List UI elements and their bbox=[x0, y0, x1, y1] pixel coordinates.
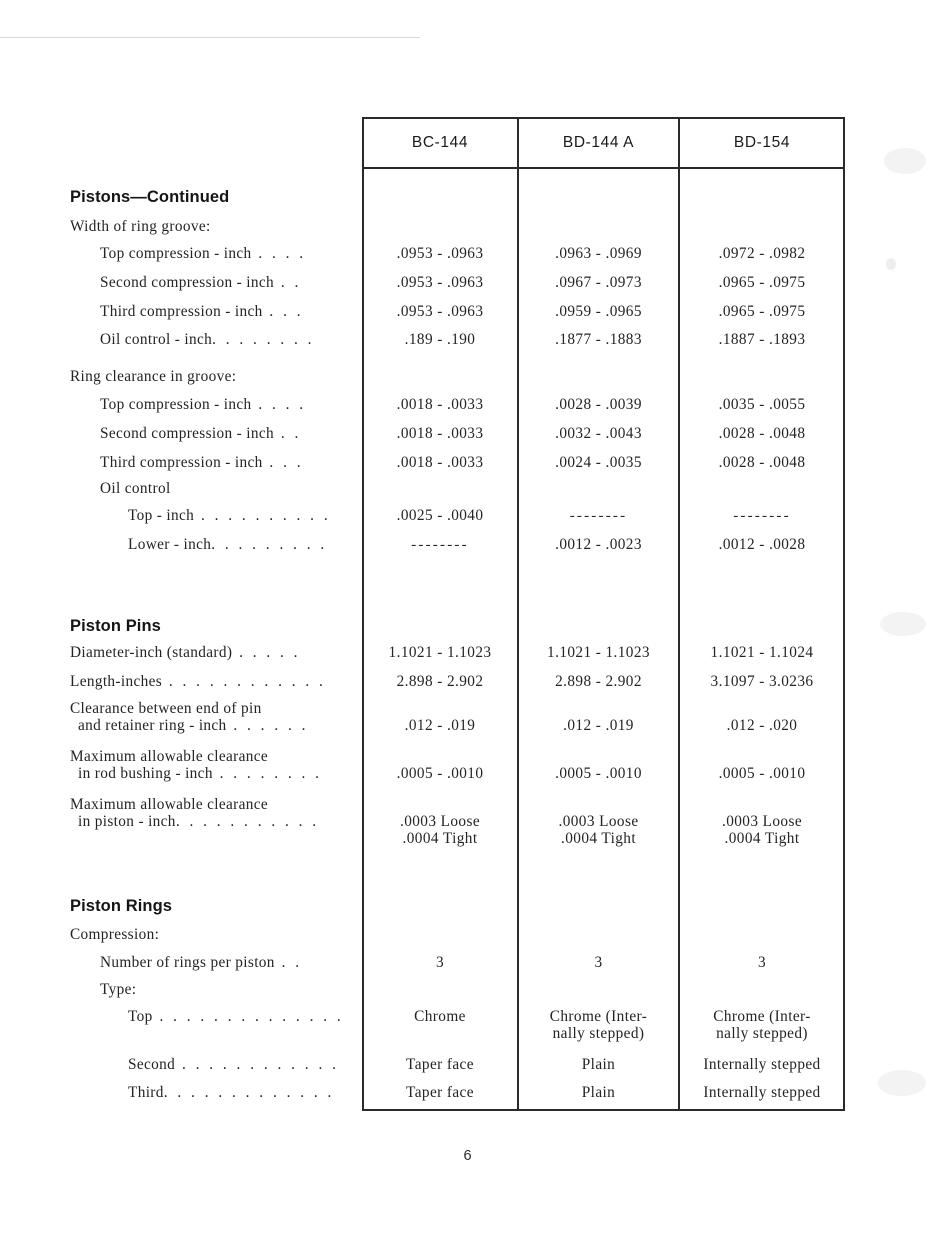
leader-dots: . . . . . . . . bbox=[212, 331, 315, 348]
page-number: 6 bbox=[463, 1148, 472, 1164]
spec-value-cell: .1887 - .1893 bbox=[718, 331, 806, 348]
spec-row-label: Number of rings per piston . . bbox=[100, 954, 303, 971]
leader-dots: . . . . . . . . . . . bbox=[175, 813, 320, 830]
table-column-divider-1 bbox=[517, 117, 519, 1111]
scan-blotch-artifact bbox=[886, 258, 896, 270]
spec-row-label: Second compression - inch . . bbox=[100, 425, 302, 442]
spec-value-cell: .0012 - .0023 bbox=[555, 536, 642, 553]
scan-blotch-artifact bbox=[878, 1070, 926, 1096]
spec-value-cell: .0972 - .0982 bbox=[718, 245, 806, 262]
empty-value-dashes: -------- bbox=[733, 508, 791, 524]
spec-value-line: .0004 Tight bbox=[724, 830, 800, 847]
leader-dots: . . . . . . . . bbox=[212, 765, 322, 782]
spec-value-line: nally stepped) bbox=[716, 1025, 808, 1042]
spec-value-cell: 3 bbox=[435, 954, 445, 971]
spec-row-label: in piston - inch. . . . . . . . . . . bbox=[78, 813, 320, 830]
spec-value-cell: .0025 - .0040 bbox=[396, 507, 484, 524]
spec-value-cell: Internally stepped bbox=[703, 1084, 821, 1101]
spec-value-cell: Internally stepped bbox=[703, 1056, 821, 1073]
spec-value-cell: .0953 - .0963 bbox=[396, 274, 484, 291]
spec-row-label: Maximum allowable clearance bbox=[70, 748, 269, 765]
spec-row-label: Width of ring groove: bbox=[70, 218, 211, 235]
spec-row-label: Second compression - inch . . bbox=[100, 274, 302, 291]
column-header-1: BD-144 A bbox=[562, 134, 635, 151]
spec-value-cell: .0005 - .0010 bbox=[555, 765, 642, 782]
spec-value-cell: .0965 - .0975 bbox=[718, 303, 806, 320]
spec-row-label: Diameter-inch (standard) . . . . . bbox=[70, 644, 301, 661]
spec-value-cell bbox=[364, 813, 516, 847]
spec-value-cell bbox=[520, 813, 677, 847]
spec-row-label: Top . . . . . . . . . . . . . . bbox=[128, 1008, 344, 1025]
spec-value-cell: .012 - .019 bbox=[404, 717, 476, 734]
leader-dots: . . . . bbox=[251, 245, 307, 262]
leader-dots: . . . . . . . . . . . . . . bbox=[152, 1008, 344, 1025]
spec-value-cell: .0953 - .0963 bbox=[396, 245, 484, 262]
leader-dots: . . . . . . . . . . . . bbox=[162, 673, 326, 690]
spec-value-cell: 2.898 - 2.902 bbox=[396, 673, 484, 690]
spec-value-cell bbox=[681, 1008, 843, 1042]
spec-row-label: Third. . . . . . . . . . . . . bbox=[128, 1084, 335, 1101]
spec-row-label: Lower - inch. . . . . . . . . bbox=[128, 536, 328, 553]
spec-value-cell: .012 - .019 bbox=[563, 717, 634, 734]
spec-value-cell bbox=[520, 1008, 677, 1042]
spec-value-cell: Taper face bbox=[406, 1056, 474, 1073]
spec-value-cell bbox=[364, 536, 516, 554]
spec-row-label: in rod bushing - inch . . . . . . . . bbox=[78, 765, 322, 782]
spec-row-label: Top compression - inch . . . . bbox=[100, 396, 307, 413]
spec-value-cell: .1877 - .1883 bbox=[555, 331, 642, 348]
spec-row-label: and retainer ring - inch . . . . . . bbox=[78, 717, 309, 734]
spec-value-cell: .0953 - .0963 bbox=[396, 303, 484, 320]
column-header-0: BC-144 bbox=[411, 134, 469, 151]
leader-dots: . . bbox=[274, 274, 302, 291]
spec-row-label: Compression: bbox=[70, 926, 160, 943]
spec-value-line: Chrome (Inter- bbox=[549, 1008, 648, 1025]
scan-blotch-artifact bbox=[880, 612, 926, 636]
scan-edge-artifact bbox=[0, 37, 420, 38]
section-heading: Piston Rings bbox=[70, 897, 173, 915]
empty-value-dashes: -------- bbox=[569, 508, 628, 524]
spec-value-cell bbox=[681, 507, 843, 525]
spec-value-cell: .0018 - .0033 bbox=[396, 396, 484, 413]
spec-value-line: .0003 Loose bbox=[399, 813, 481, 830]
spec-value-cell: .189 - .190 bbox=[404, 331, 476, 348]
spec-row-label: Third compression - inch . . . bbox=[100, 454, 304, 471]
spec-row-label: Top compression - inch . . . . bbox=[100, 245, 307, 262]
spec-value-cell bbox=[364, 1008, 516, 1025]
scan-blotch-artifact bbox=[884, 148, 926, 174]
spec-value-line: Chrome bbox=[414, 1008, 466, 1025]
column-header-2: BD-154 bbox=[733, 134, 791, 151]
spec-value-cell: .0028 - .0039 bbox=[555, 396, 642, 413]
spec-row-label: Third compression - inch . . . bbox=[100, 303, 304, 320]
spec-value-line: .0004 Tight bbox=[402, 830, 478, 847]
spec-value-line: .0004 Tight bbox=[561, 830, 636, 847]
spec-row-label: Length-inches . . . . . . . . . . . . bbox=[70, 673, 326, 690]
empty-value-dashes: -------- bbox=[411, 537, 469, 553]
spec-value-cell bbox=[520, 507, 677, 525]
leader-dots: . . . bbox=[262, 303, 304, 320]
spec-value-cell: .0018 - .0033 bbox=[396, 454, 484, 471]
spec-row-label: Second . . . . . . . . . . . . bbox=[128, 1056, 339, 1073]
spec-value-cell: .0018 - .0033 bbox=[396, 425, 484, 442]
section-heading: Piston Pins bbox=[70, 617, 161, 635]
spec-row-label: Type: bbox=[100, 981, 137, 998]
spec-value-cell: .0005 - .0010 bbox=[396, 765, 484, 782]
spec-value-cell: .0035 - .0055 bbox=[718, 396, 806, 413]
leader-dots: . . . . . bbox=[232, 644, 301, 661]
spec-value-cell: .0028 - .0048 bbox=[718, 454, 806, 471]
spec-value-line: Chrome (Inter- bbox=[713, 1008, 811, 1025]
spec-row-label: Top - inch . . . . . . . . . . bbox=[128, 507, 331, 524]
spec-value-cell bbox=[681, 813, 843, 847]
spec-value-cell: .0032 - .0043 bbox=[555, 425, 642, 442]
spec-value-cell: .0028 - .0048 bbox=[718, 425, 806, 442]
spec-value-cell: 2.898 - 2.902 bbox=[555, 673, 642, 690]
leader-dots: . . . bbox=[262, 454, 304, 471]
leader-dots: . . . . . . . . . . bbox=[194, 507, 331, 524]
leader-dots: . . bbox=[274, 425, 302, 442]
spec-value-line: nally stepped) bbox=[552, 1025, 645, 1042]
spec-value-cell: .0024 - .0035 bbox=[555, 454, 642, 471]
spec-row-label: Ring clearance in groove: bbox=[70, 368, 237, 385]
spec-value-cell: 3 bbox=[757, 954, 767, 971]
leader-dots: . . . . . . . . . bbox=[211, 536, 328, 553]
spec-value-cell: 1.1021 - 1.1024 bbox=[710, 644, 814, 661]
spec-value-cell: 1.1021 - 1.1023 bbox=[388, 644, 492, 661]
spec-value-cell: 1.1021 - 1.1023 bbox=[547, 644, 650, 661]
spec-value-cell: 3.1097 - 3.0236 bbox=[710, 673, 814, 690]
spec-value-cell: .0967 - .0973 bbox=[555, 274, 642, 291]
leader-dots: . . bbox=[274, 954, 303, 971]
spec-value-cell: 3 bbox=[594, 954, 603, 971]
spec-value-cell: .0963 - .0969 bbox=[555, 245, 642, 262]
spec-row-label: Oil control - inch. . . . . . . . bbox=[100, 331, 315, 348]
spec-value-cell: Plain bbox=[581, 1056, 616, 1073]
spec-value-cell: Plain bbox=[581, 1084, 616, 1101]
leader-dots: . . . . . . . . . . . . . bbox=[163, 1084, 335, 1101]
spec-row-label: Oil control bbox=[100, 480, 171, 497]
spec-value-cell: .0005 - .0010 bbox=[718, 765, 806, 782]
leader-dots: . . . . . . . . . . . . bbox=[175, 1056, 339, 1073]
spec-value-line: .0003 Loose bbox=[558, 813, 639, 830]
section-heading: Pistons—Continued bbox=[70, 188, 230, 206]
table-column-divider-2 bbox=[678, 117, 680, 1111]
spec-row-label: Clearance between end of pin bbox=[70, 700, 262, 717]
leader-dots: . . . . bbox=[251, 396, 307, 413]
spec-value-cell: .012 - .020 bbox=[726, 717, 798, 734]
leader-dots: . . . . . . bbox=[226, 717, 309, 734]
spec-value-cell: Taper face bbox=[406, 1084, 474, 1101]
table-header-rule bbox=[362, 167, 845, 169]
spec-row-label: Maximum allowable clearance bbox=[70, 796, 269, 813]
spec-value-line: .0003 Loose bbox=[721, 813, 803, 830]
spec-value-cell: .0959 - .0965 bbox=[555, 303, 642, 320]
spec-value-cell: .0965 - .0975 bbox=[718, 274, 806, 291]
spec-value-cell: .0012 - .0028 bbox=[718, 536, 806, 553]
